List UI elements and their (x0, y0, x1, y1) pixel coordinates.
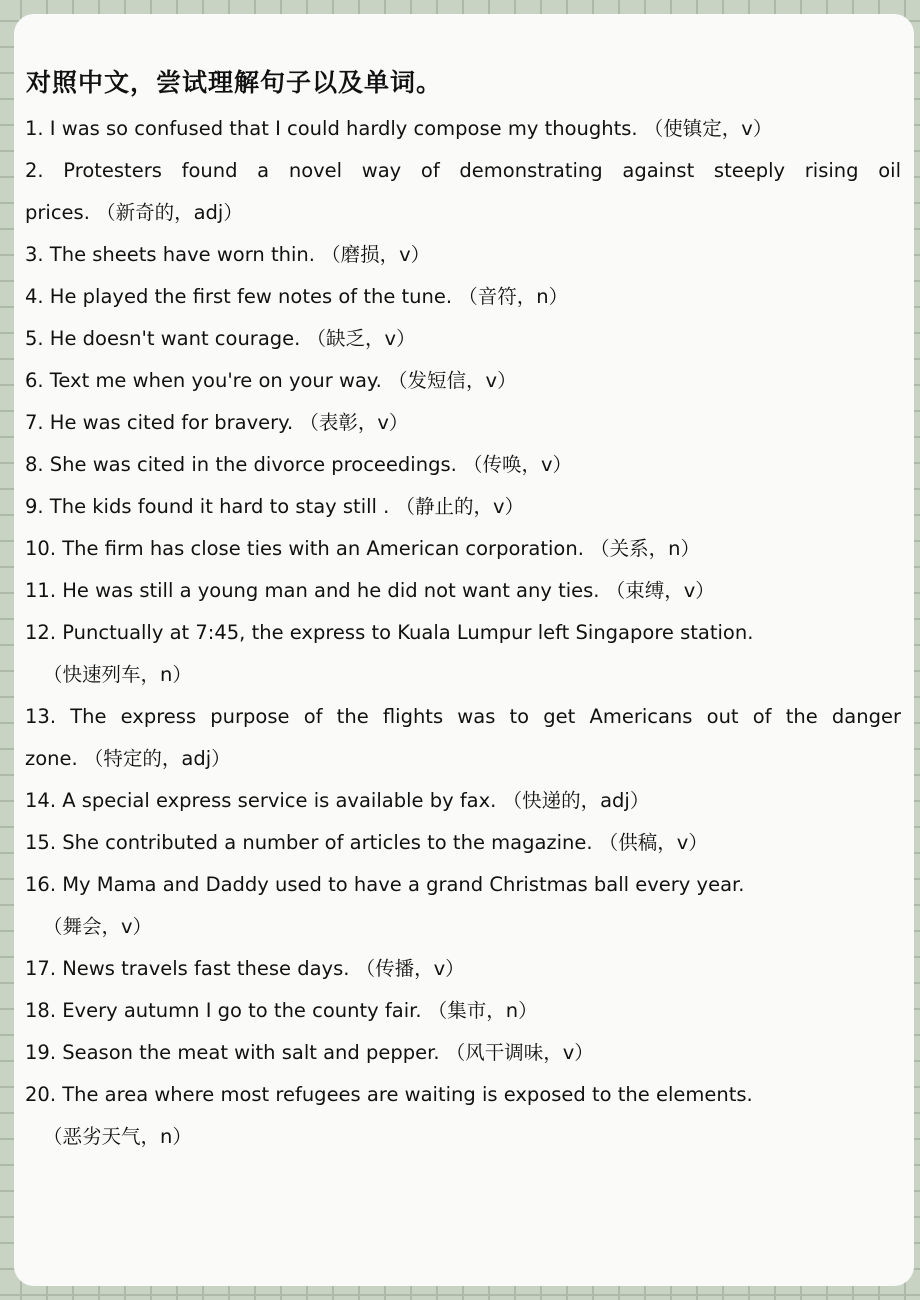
sentence-8: 8. She was cited in the divorce proceedings. （传唤，v） (25, 453, 573, 476)
sentence-2: 2. Protesters found a novel way of demonstrating against steeply rising oil (25, 159, 901, 182)
page-title: 对照中文，尝试理解句子以及单词。 (26, 68, 443, 97)
sentence-15: 15. She contributed a number of articles to the magazine. （供稿，v） (25, 831, 708, 854)
sentence-19: 19. Season the meat with salt and pepper. （风干调味，v） (25, 1041, 594, 1064)
sentence-14: 14. A special express service is available by fax. （快递的，adj） (25, 789, 650, 812)
sentence-12: 12. Punctually at 7:45, the express to Kuala Lumpur left Singapore station. (25, 621, 754, 644)
sentence-7: 7. He was cited for bravery. （表彰，v） (25, 411, 409, 434)
sentence-2-cont: prices. （新奇的，adj） (25, 201, 243, 224)
sentence-16: 16. My Mama and Daddy used to have a grand Christmas ball every year. (25, 873, 745, 896)
sentence-9: 9. The kids found it hard to stay still . （静止的，v） (25, 495, 525, 518)
sentence-10: 10. The firm has close ties with an American corporation. （关系，n） (25, 537, 700, 560)
sentence-5: 5. He doesn't want courage. （缺乏，v） (25, 327, 416, 350)
sentence-3: 3. The sheets have worn thin. （磨损，v） (25, 243, 431, 266)
sentence-11: 11. He was still a young man and he did not want any ties. （束缚，v） (25, 579, 715, 602)
sentence-list (25, 108, 901, 1158)
sentence-16-cont: （舞会，v） (43, 915, 153, 938)
sentence-13: 13. The express purpose of the flights was to get Americans out of the danger (25, 705, 901, 728)
sentence-17: 17. News travels fast these days. （传播，v） (25, 957, 465, 980)
content-card (14, 14, 914, 1286)
sentence-4: 4. He played the first few notes of the tune. （音符，n） (25, 285, 569, 308)
sentence-6: 6. Text me when you're on your way. （发短信，v） (25, 369, 517, 392)
sentence-12-cont: （快速列车，n） (43, 663, 192, 686)
sentence-20: 20. The area where most refugees are waiting is exposed to the elements. (25, 1083, 753, 1106)
sentence-1: 1. I was so confused that I could hardly compose my thoughts. （使镇定，v） (25, 117, 773, 140)
sentence-20-cont: （恶劣天气，n） (43, 1125, 192, 1148)
sentence-18: 18. Every autumn I go to the county fair. （集市，n） (25, 999, 538, 1022)
sentence-13-cont: zone. （特定的，adj） (25, 747, 231, 770)
